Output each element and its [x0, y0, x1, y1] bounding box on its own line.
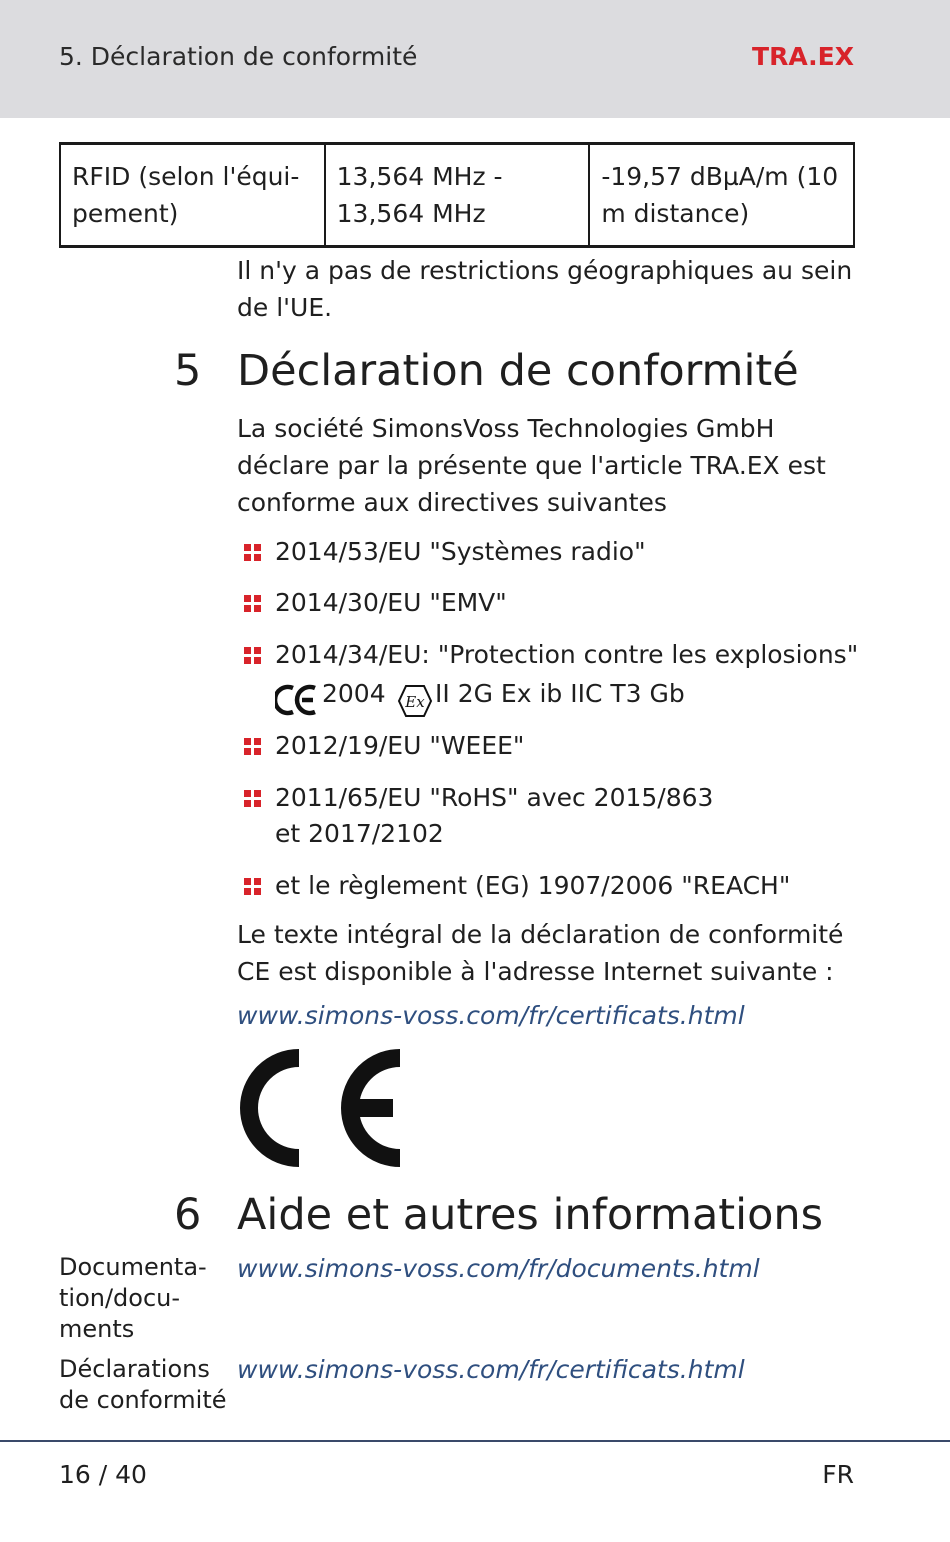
table-row: [60, 144, 854, 247]
page-header: [0, 0, 950, 118]
section-title: Aide et autres informations: [237, 1190, 824, 1240]
ex-hexagon-icon: [397, 684, 433, 718]
header-title: 5. Déclaration de conformité: [59, 42, 418, 71]
page-number: 16 / 40: [59, 1460, 147, 1489]
section-title: Déclaration de conformité: [237, 346, 799, 396]
atex-year: 2004: [322, 679, 386, 708]
atex-code: II 2G Ex ib IIC T3 Gb: [435, 679, 685, 708]
certificates-link[interactable]: www.simons-voss.com/fr/certificats.html: [237, 1001, 745, 1030]
ce-mark-small-icon: [275, 684, 319, 716]
svg-text:Ex: Ex: [405, 693, 425, 711]
table-cell: -19,57 dBµA/m (10 m distance): [589, 144, 854, 247]
documents-label: Documenta- tion/docu- ments: [59, 1253, 207, 1343]
declarations-link[interactable]: www.simons-voss.com/fr/certificats.html: [237, 1355, 745, 1384]
directive-item: 2014/53/EU "Systèmes radio": [275, 537, 646, 566]
footer-divider: [0, 1440, 950, 1442]
atex-marking: [275, 676, 695, 720]
header-brand: TRA.EX: [752, 42, 854, 71]
directive-item: et le règlement (EG) 1907/2006 "REACH": [275, 871, 791, 900]
ce-logo-icon: [235, 1046, 415, 1170]
section-intro: La société SimonsVoss Technologies GmbH déclare par la présente que l'article TRA.EX est conforme aux directives suivantes: [237, 414, 826, 517]
directive-item: 2014/34/EU: "Protection contre les explosions": [275, 640, 859, 669]
geo-note: Il n'y a pas de restrictions géographiques au sein de l'UE.: [237, 256, 853, 322]
language-code: FR: [822, 1460, 854, 1489]
section-number: 6: [174, 1190, 202, 1240]
documents-link[interactable]: www.simons-voss.com/fr/documents.html: [237, 1254, 760, 1283]
declarations-label: Déclarations de conformité: [59, 1355, 227, 1414]
table-cell: 13,564 MHz - 13,564 MHz: [325, 144, 590, 247]
section-number: 5: [174, 346, 202, 396]
directive-item: 2011/65/EU "RoHS" avec 2015/863 et 2017/2102: [275, 783, 714, 848]
directive-item: 2014/30/EU "EMV": [275, 588, 507, 617]
table-cell: RFID (selon l'équi- pement): [60, 144, 325, 247]
directive-item: 2012/19/EU "WEEE": [275, 731, 525, 760]
closing-text: Le texte intégral de la déclaration de conformité CE est disponible à l'adresse Internet suivante :: [237, 920, 844, 986]
frequency-table: [59, 142, 855, 248]
